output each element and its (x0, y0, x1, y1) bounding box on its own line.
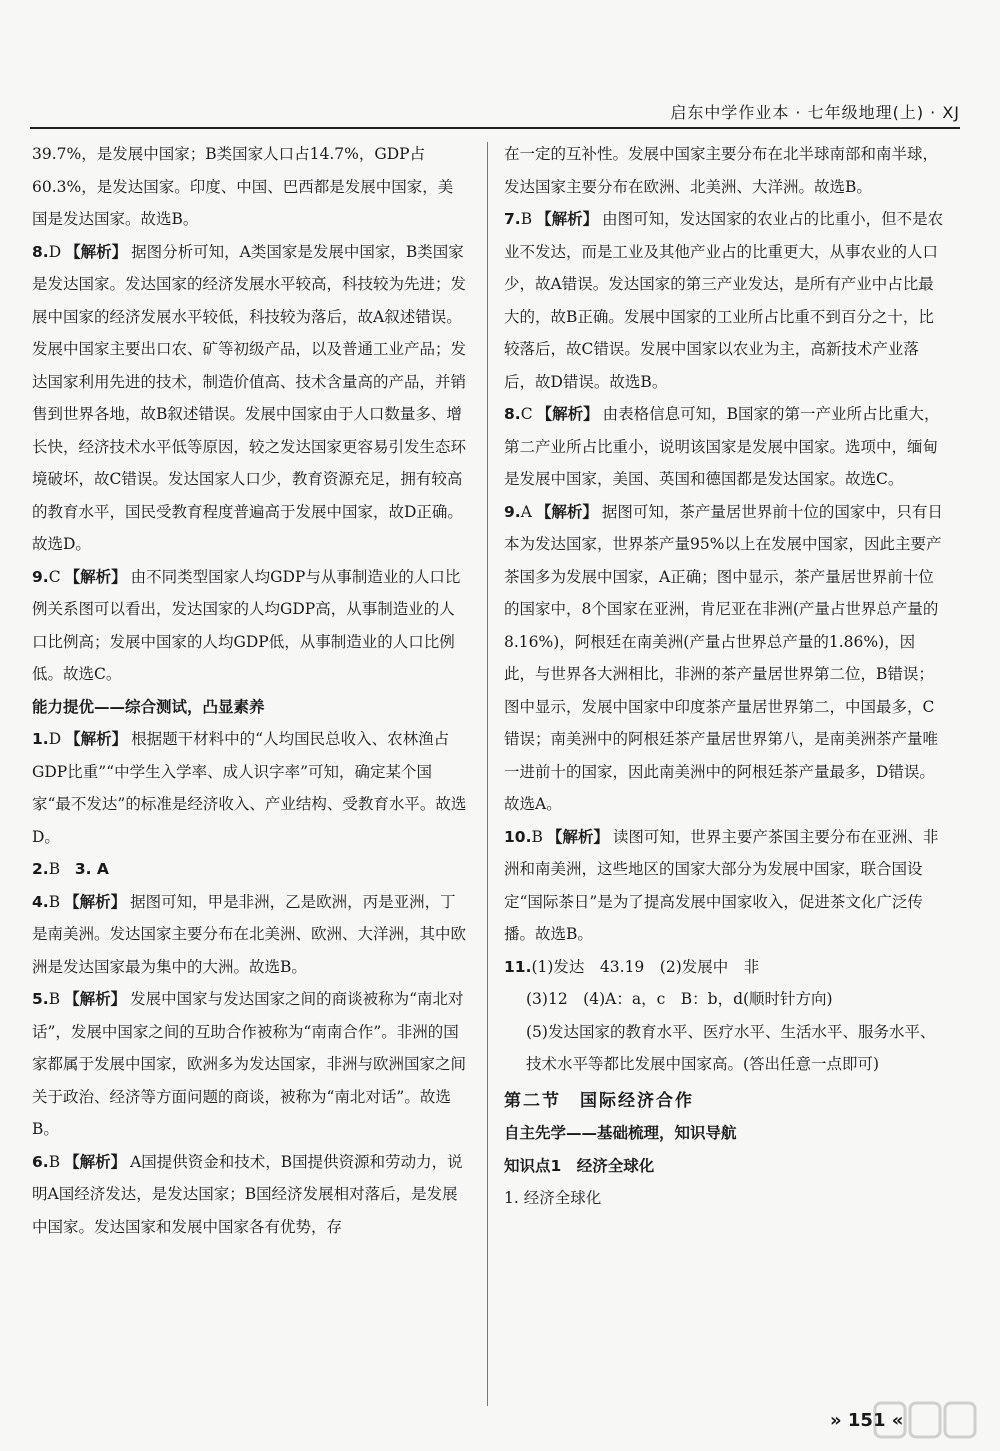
analysis-tag: 【解析】 (546, 827, 609, 846)
item-answer: B (48, 860, 61, 878)
analysis-tag: 【解析】 (535, 502, 598, 521)
item-extra: 3. A (74, 860, 109, 878)
item-number: 11. (504, 957, 532, 976)
answer-item (32, 983, 467, 1146)
item-number: 6. (32, 1152, 49, 1171)
right-intro: 在一定的互补性。发展中国家主要分布在北半球南部和南半球，发达国家主要分布在欧洲、北美洲、大洋洲。故选B。 (504, 145, 939, 196)
item-text: 读图可知，世界主要产茶国主要分布在亚洲、非洲和南美洲，这些地区的国家大部分为发展中国家，联合国设定“国际茶日”是为了提高发展中国家收入，促进茶文化广泛传播。故选B。 (504, 827, 939, 943)
item-number: 2. (32, 860, 49, 878)
item-number: 7. (504, 210, 521, 228)
q11-line-3: (5)发达国家的教育水平、医疗水平、生活水平、服务水平、技术水平等都比发展中国家高。(答出任意一点即可) (526, 1022, 936, 1073)
left-column (32, 138, 467, 1243)
item-answer: C (48, 567, 61, 586)
item-number: 9. (504, 502, 521, 521)
analysis-tag: 【解析】 (65, 730, 128, 748)
analysis-tag: 【解析】 (536, 405, 599, 423)
item-text: 据图分析可知，A类国家是发展中国家，B类国家是发达国家。发达国家的经济发展水平较高，科技较为先进；发展中国家的经济发展水平较低，科技较为落后，故A叙述错误。发展中国家主要出口农、矿等初级产品，以及普通工业产品；发达国家利用先进的技术，制造价值高、技术含量高的产品，并销售到世界各地，故B叙述错误。发展中国家由于人口数量多、增长快，经济技术水平低等原因，较之发达国家更容易引发生态环境破坏，故C错误。发达国家人口少，教育资源充足，拥有较高的教育水平，国民受教育程度普遍高于发展中国家，故D正确。故选D。 (32, 242, 467, 553)
column-divider (487, 142, 488, 1406)
item-answer: D (48, 730, 62, 748)
knowledge-point-heading: 知识点1 经济全球化 (504, 1156, 655, 1175)
page-header (30, 100, 960, 129)
item-text: 发展中国家与发达国家之间的商谈被称为“南北对话”，发展中国家之间的互助合作被称为“南南合作”。非洲的国家都属于发展中国家，欧洲多为发达国家，非洲与欧洲国家之间关于政治、经济等方面问题的商谈，被称为“南北对话”。故选B。 (32, 990, 467, 1138)
item-text: 据图可知，茶产量居世界前十位的国家中，只有日本为发达国家，世界茶产量95%以上在发展中国家，因此主要产茶国多为发展中国家，A正确；图中显示，茶产量居世界前十位的国家中，8个国家在亚洲，肯尼亚在非洲(产量占世界总产量的8.16%)，阿根廷在南美洲(产量占世界总产量的1.86%)，因此，与世界各大洲相比，非洲的茶产量居世界第二位，B错误；图中显示，发展中国家中印度茶产量居世界第二，中国最多，C错误；南美洲中的阿根廷茶产量居世界第八，是南美洲茶产量唯一进前十的国家，因此南美洲中的阿根廷茶产量最多，D错误。故选A。 (504, 502, 943, 813)
answer-item (32, 236, 467, 561)
item-number: 8. (32, 242, 49, 261)
item-number: 8. (504, 405, 521, 423)
item-text: 据图可知，甲是非洲，乙是欧洲，丙是亚洲，丁是南美洲。发达国家主要分布在北美洲、欧洲、大洋洲，其中欧洲是发达国家最为集中的大洲。故选B。 (32, 892, 467, 976)
analysis-tag: 【解析】 (65, 242, 128, 261)
last-line: 1. 经济全球化 (504, 1189, 602, 1207)
item-answer: D (48, 242, 62, 261)
item-number: 9. (32, 567, 49, 586)
item-text: 由图可知，发达国家的农业占的比重小，但不是农业不发达，而是工业及其他产业占的比重更大，从事农业的人口少，故A错误。发达国家的第三产业发达，是所有产业中占比最大的，故B正确。发展中国家的工业所占比重不到百分之十，比较落后，故C错误。发展中国家以农业为主，高新技术产业落后，故D错误。故选B。 (504, 210, 944, 391)
answer-item (32, 886, 467, 984)
item-number: 5. (32, 990, 49, 1008)
item-number: 4. (32, 892, 49, 911)
answer-item (504, 821, 944, 951)
analysis-tag: 【解析】 (64, 1152, 127, 1171)
answer-item (32, 723, 467, 853)
answer-item (32, 1146, 467, 1244)
answer-item (504, 203, 944, 398)
item-text: 由不同类型国家人均GDP与从事制造业的人口比例关系图可以看出，发达国家的人均GDP高，从事制造业的人口比例高；发展中国家的人均GDP低，从事制造业的人口比例低。故选C。 (32, 567, 461, 683)
section-heading: 能力提优——综合测试，凸显素养 (32, 697, 265, 716)
answer-item (32, 853, 467, 886)
subsection-heading: 自主先学——基础梳理，知识导航 (504, 1124, 737, 1142)
left-intro: 39.7%，是发展中国家；B类国家人口占14.7%，GDP占60.3%，是发达国家。印度、中国、巴西都是发展中国家，美国是发达国家。故选B。 (32, 145, 454, 228)
section-title: 第二节 国际经济合作 (504, 1090, 694, 1111)
item-answer: B (48, 1152, 61, 1171)
item-answer: C (520, 405, 533, 423)
analysis-tag: 【解析】 (536, 210, 599, 228)
item-answer: B (48, 892, 61, 911)
answer-item (504, 496, 944, 821)
analysis-tag: 【解析】 (64, 990, 127, 1008)
item-number: 1. (32, 730, 49, 748)
item-number: 10. (504, 827, 532, 846)
q11-line-1: (1)发达 43.19 (2)发展中 非 (531, 957, 760, 976)
item-answer: B (531, 827, 543, 846)
item-text: 根据题干材料中的“人均国民总收入、农林渔占GDP比重”“中学生入学率、成人识字率”可知，确定某个国家“最不发达”的标准是经济收入、产业结构、受教育水平。故选D。 (32, 730, 467, 846)
analysis-tag: 【解析】 (64, 567, 127, 586)
item-text: A国提供资金和技术，B国提供资源和劳动力，说明A国经济发达，是发达国家；B国经济发展相对落后，是发展中国家。发达国家和发展中国家各有优势，存 (32, 1152, 463, 1236)
item-text: 由表格信息可知，B国家的第一产业所占比重大，第二产业所占比重小，说明该国家是发展中国家。选项中，缅甸是发展中国家，美国、英国和德国都是发达国家。故选C。 (504, 405, 940, 488)
answer-item (32, 561, 467, 691)
item-answer: B (48, 990, 61, 1008)
book-title: 启东中学作业本 · 七年级地理(上) · XJ (670, 103, 960, 122)
q11-line-2: (3)12 (4)A：a，c B：b，d(顺时针方向) (526, 990, 833, 1008)
watermark-logo (870, 1395, 980, 1445)
analysis-tag: 【解析】 (64, 892, 127, 911)
item-answer: B (520, 210, 533, 228)
item-answer: A (520, 502, 532, 521)
answer-item (504, 398, 944, 496)
right-column (504, 138, 944, 1215)
page-number: » 151 « (830, 1410, 904, 1431)
answer-item-11 (504, 951, 944, 984)
